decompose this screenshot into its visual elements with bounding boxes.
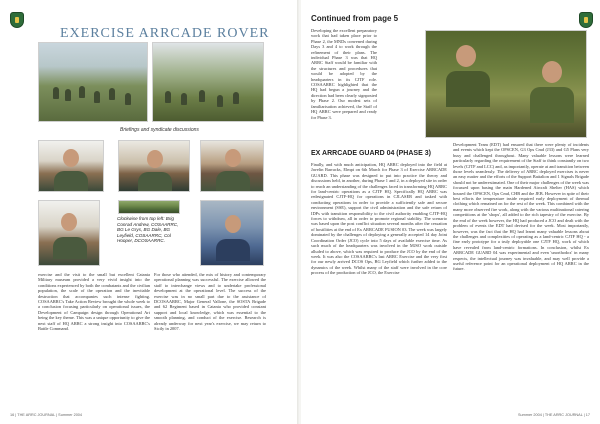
portrait-photo-1: [38, 140, 104, 192]
portrait-photo-4: [38, 200, 100, 266]
briefing-photo-right: [152, 42, 264, 122]
portrait-photo-2: [118, 140, 190, 192]
article-title: EXERCISE ARRCADE ROVER: [60, 26, 270, 41]
left-footer: 16 | THE ARRC JOURNAL | Summer 2004: [10, 413, 83, 417]
right-column-1-top: Developing the excellent preparatory work that had taken place prior to Phase 2, the MNDs convened during Days 3 and 4 to work through the refinement of their plans. The individual Phase 3 was that HQ ARRC Staff would be familiar with the structures and procedures that would be adopted by the headquarters in its CJTF role. COSAARRC highlighted that the HQ had begun a journey and the direction had been clearly signposted by Phase 2. Our modest sets of familiarisation achieved, the Staff of HQ ARRC were prepared and ready for Phase 3.: [311, 28, 377, 120]
left-column-1: exercise and the visit to the small but excellent Catania Military museum provided a very vivid insight into the conditions experienced by both the combatants and the civilian population, the scale of the operation and the inevitable destruction that accompanies such intense fighting. COSAARRC's Take Action Review brought the whole week to a conclusion focusing particularly on operational issues, the Development of Campaign design through Operational Art being the key theme. This was a unique opportunity to give the next staff of HQ ARRC a strong insight into COSAARRC's Battle Command.: [38, 272, 150, 332]
portrait-photo-5: [118, 200, 180, 214]
continued-heading: Continued from page 5: [311, 14, 399, 23]
field-photo: [425, 30, 587, 138]
right-column-1-bottom: Finally, and with much anticipation, HQ ARRC deployed into the field at Javelin Barracks, Elmpt on 6th March for Phase 3 of Exercise ARRCADE GUARD. This phase was designed to put into practice the theory and discussions held, in another, during Phase 1 and 2, in a deployed site in order to reach an understanding of the challenges faced in transforming HQ ARRC for land-centric operations as a CJTF HQ. Specifically HQ ARRC was redesignated CJTF-HQ for operations in CJLASER and tasked with conducting operations in order to provide a sufficiently safe and secure environment (SSE), support the civil administration and the safe return of IDPs with transition responsibility to the civil authority enabling CJTF-HQ forces to withdraw, all in order to promote regional stability. The scenario was based upon the post conflict situation several months after the cessation of hostilities at the end of Ex ARRCADE FUSION 03. The week was largely dominated by the challenges of deploying a generally accepted 14 day Joint Coordination Order (JCO) cycle into 5 days of available exercise time. As such much of the headquarters was involved in the MJSO work outside alluded to above, which was required to produce the JCO by the end of the week. It was also the COSAARRC's last ARRC Exercise and the very first for our newly arrived DCOS Ops, BG Leyfield which further added to the dynamics of the week. Whilst many of the staff were involved in the core process of the production of the JCO, the Exercise: [311, 162, 447, 276]
photo-caption: Briefings and syndicate discussions: [120, 127, 199, 133]
right-footer: Summer 2004 | THE ARRC JOURNAL | 17: [517, 413, 590, 417]
portrait-photo-6: [200, 200, 264, 266]
portraits-caption: Clockwise from top left: Brig Conrad Andrew, COSAARRC, BG Le Grys, BG Dale, BG Leyfield, COSAARRC, Col Hooper, DCOSAARRC.: [117, 216, 179, 244]
crest-icon: [579, 12, 593, 28]
portrait-photo-3: [200, 140, 264, 192]
crest-icon: [10, 12, 24, 28]
left-column-2: For those who attended, the mix of history and contemporary operational planning was successful. The exercise allowed the staff to interchange views and to undertake professional development at the operational level. The success of the exercise was in no small part due to the assistance of DCOSAARRC, Major General Vallone, the SOSTA Brigade and 62 Regiment based in Catania who provided constant support and local knowledge, which was essential to the smooth planning, and conduct of the exercise. Research is already underway for next year's exercise, we may return to Sicily in 2007.: [154, 272, 266, 332]
right-page: [301, 0, 600, 424]
section-heading: EX ARRCADE GUARD 04 (PHASE 3): [311, 150, 431, 157]
right-column-2: Development Team (EDT) had ensured that there were plenty of incidents and events which kept the OPSCEN, G3 Ops Cmd (J33) and G5 Plans very busy and challenged throughout. Many valuable lessons were learned particularly regarding the requirement of the Staff to think constantly on two levels (CJTF and LCC) and, as importantly, operate at and transition between those levels seamlessly. The delivery of ARRC deployed exercises is never an easy matter and the efforts of the Support Battalion and 1 Signals Brigade should not be underestimated. One of their major challenges of the week was focussed upon basing the main Hardened Aircraft Shelter (HAS) which housed the OPSCEN, Ops Cmd, CHB and the JEB. However in spite of their best efforts the temperature inside required early deployment of thermal clothing which remained on for the rest of the week. This combined with the many more observed fire work, along with the various multinational catering competitions at the 'shops', all added to the rich tapestry of the exercise. By the end of the week however, the HQ had produced a JCO and dealt with the problem of events the EDT had devised for the week. Most importantly, however, was the fact that the HQ had learnt many valuable lessons about the challenges and complexities of operating as a land-centric CJTF HQ - a fine early prototype for a truly deployable one CJTF HQ, work of which have revealed from land-centric formations. In conclusion, whilst Ex ARRCADE GUARD 04 was experimental and even 'unorthodox' in many respects, the intellectual journey was invaluable, and may well provide a useful reference point for an operational deployment of HQ ARRC in the future.: [453, 142, 589, 272]
briefing-photo-left: [38, 42, 148, 122]
left-page: [0, 0, 299, 424]
